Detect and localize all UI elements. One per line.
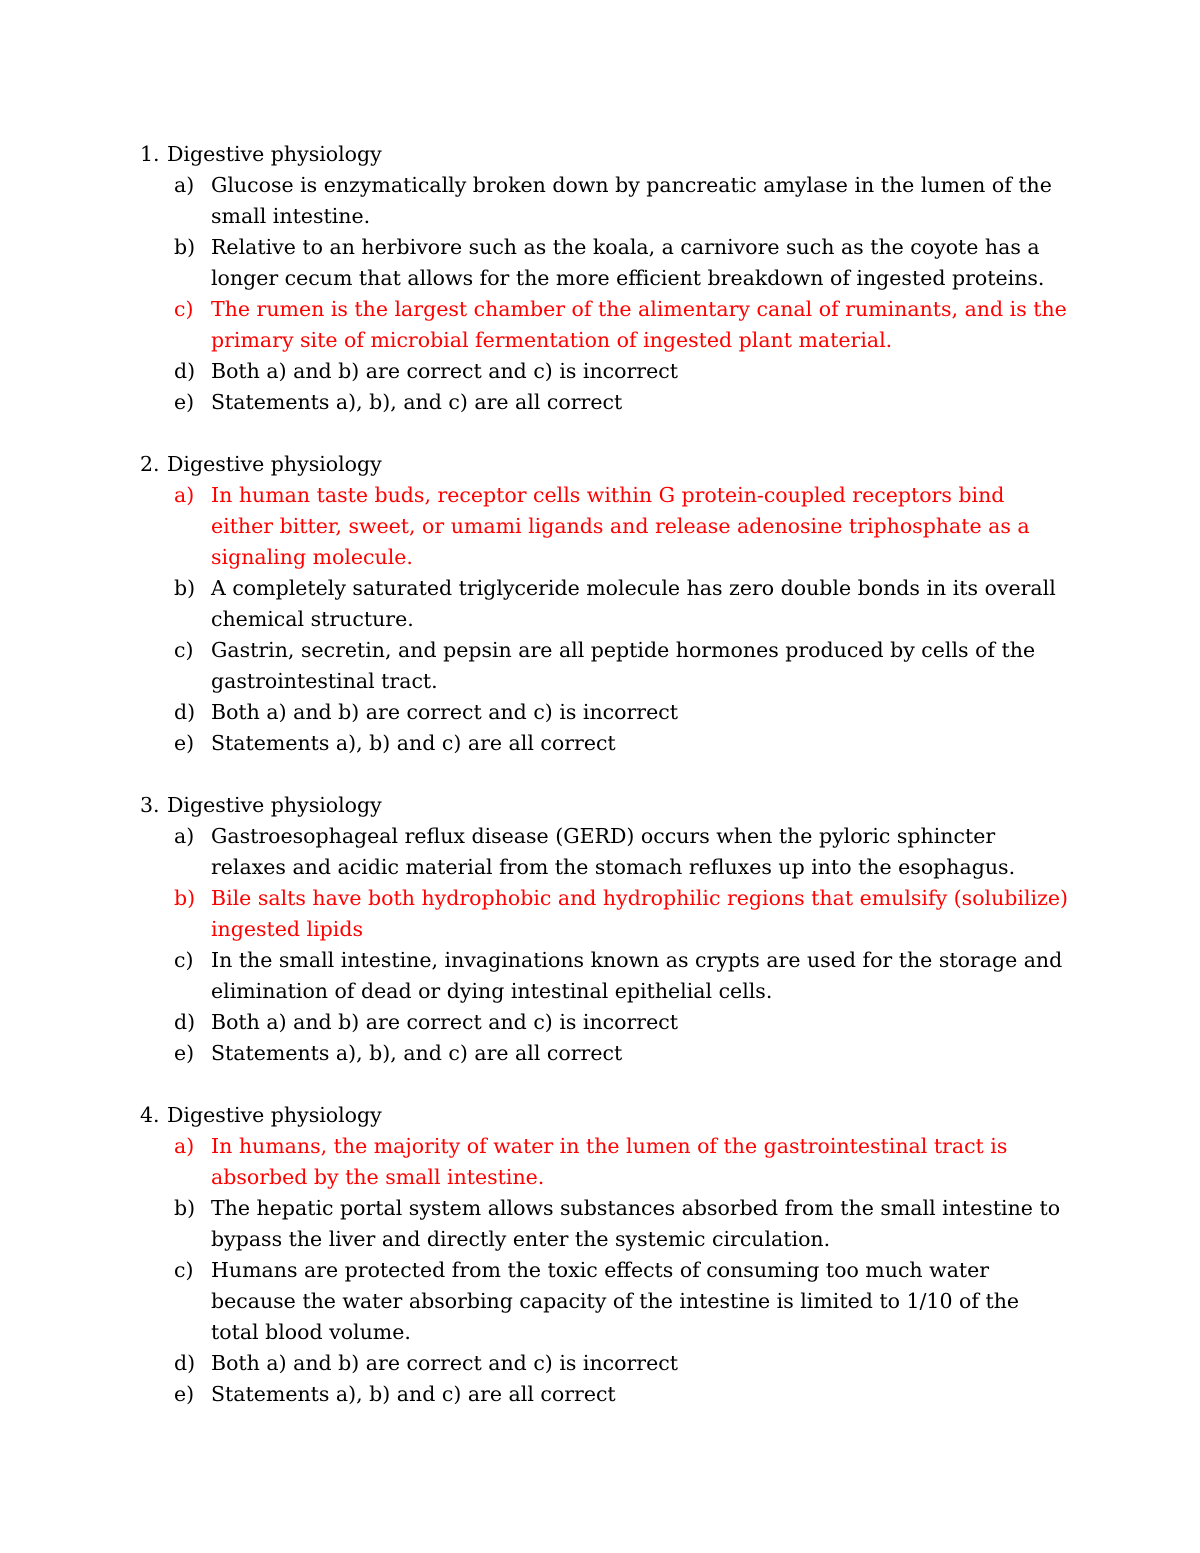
option-text: Gastrin, secretin, and pepsin are all peptide hormones produced by cells of the gastrointestinal tract. (211, 638, 1036, 693)
question-title (0, 1100, 1200, 1131)
option-e (0, 728, 1071, 759)
question-1 (0, 139, 1200, 418)
option-text: Relative to an herbivore such as the koala, a carnivore such as the coyote has a longer cecum that allows for the more efficient breakdown of ingested proteins. (211, 235, 1045, 290)
question-4 (0, 1100, 1200, 1410)
option-text: Statements a), b), and c) are all correct (211, 1041, 623, 1065)
question-heading: Digestive physiology (167, 793, 382, 817)
option-text: Humans are protected from the toxic effects of consuming too much water because the water absorbing capacity of the intestine is limited to 1/10 of the total blood volume. (211, 1258, 1020, 1344)
question-title (0, 790, 1200, 821)
option-letter: e) (174, 1041, 195, 1065)
option-letter: e) (174, 390, 195, 414)
option-text: Statements a), b) and c) are all correct (211, 1382, 616, 1406)
question-heading: Digestive physiology (167, 452, 382, 476)
question-heading: Digestive physiology (167, 1103, 382, 1127)
option-letter: b) (174, 576, 196, 600)
option-letter: e) (174, 731, 195, 755)
document-page (0, 139, 1200, 1441)
option-letter: c) (174, 1258, 194, 1282)
option-text: A completely saturated triglyceride molecule has zero double bonds in its overall chemical structure. (211, 576, 1056, 631)
option-letter: c) (174, 948, 194, 972)
option-d (0, 1348, 1071, 1379)
option-letter: c) (174, 638, 194, 662)
option-letter: d) (174, 1351, 196, 1375)
option-a (0, 821, 1071, 883)
option-text: Both a) and b) are correct and c) is incorrect (211, 700, 678, 724)
option-text: The rumen is the largest chamber of the alimentary canal of ruminants, and is the primary site of microbial fermentation of ingested plant material. (211, 297, 1067, 352)
option-b (0, 1193, 1071, 1255)
question-3 (0, 790, 1200, 1069)
option-b-correct (0, 883, 1071, 945)
option-letter: a) (174, 173, 195, 197)
question-2 (0, 449, 1200, 759)
option-text: Both a) and b) are correct and c) is incorrect (211, 1010, 678, 1034)
option-text: In humans, the majority of water in the lumen of the gastrointestinal tract is absorbed by the small intestine. (211, 1134, 1008, 1189)
option-e (0, 387, 1071, 418)
question-number: 3. (140, 793, 160, 817)
option-letter: b) (174, 886, 196, 910)
option-letter: c) (174, 297, 194, 321)
option-b (0, 232, 1071, 294)
option-a-correct (0, 1131, 1071, 1193)
option-text: Statements a), b), and c) are all correct (211, 390, 623, 414)
option-text: Glucose is enzymatically broken down by pancreatic amylase in the lumen of the small intestine. (211, 173, 1052, 228)
option-b (0, 573, 1071, 635)
option-letter: a) (174, 1134, 195, 1158)
option-d (0, 697, 1071, 728)
option-letter: a) (174, 483, 195, 507)
option-text: Both a) and b) are correct and c) is incorrect (211, 1351, 678, 1375)
option-letter: b) (174, 235, 196, 259)
option-letter: d) (174, 1010, 196, 1034)
question-heading: Digestive physiology (167, 142, 382, 166)
option-c-correct (0, 294, 1071, 356)
question-title (0, 449, 1200, 480)
option-text: Both a) and b) are correct and c) is incorrect (211, 359, 678, 383)
option-d (0, 356, 1071, 387)
option-letter: e) (174, 1382, 195, 1406)
option-text: In human taste buds, receptor cells within G protein-coupled receptors bind either bitter, sweet, or umami ligands and release adenosine triphosphate as a signaling molecule. (211, 483, 1030, 569)
option-text: Bile salts have both hydrophobic and hydrophilic regions that emulsify (solubilize) ingested lipids (211, 886, 1069, 941)
option-letter: a) (174, 824, 195, 848)
option-letter: d) (174, 359, 196, 383)
option-c (0, 1255, 1071, 1348)
option-e (0, 1038, 1071, 1069)
option-text: Gastroesophageal reflux disease (GERD) occurs when the pyloric sphincter relaxes and acidic material from the stomach refluxes up into the esophagus. (211, 824, 1016, 879)
question-number: 1. (140, 142, 160, 166)
option-text: The hepatic portal system allows substances absorbed from the small intestine to bypass the liver and directly enter the systemic circulation. (211, 1196, 1061, 1251)
question-title (0, 139, 1200, 170)
option-letter: d) (174, 700, 196, 724)
option-text: In the small intestine, invaginations known as crypts are used for the storage and elimination of dead or dying intestinal epithelial cells. (211, 948, 1063, 1003)
question-number: 2. (140, 452, 160, 476)
option-c (0, 635, 1071, 697)
option-c (0, 945, 1071, 1007)
question-number: 4. (140, 1103, 160, 1127)
option-a-correct (0, 480, 1071, 573)
option-e (0, 1379, 1071, 1410)
option-text: Statements a), b) and c) are all correct (211, 731, 616, 755)
option-d (0, 1007, 1071, 1038)
option-letter: b) (174, 1196, 196, 1220)
option-a (0, 170, 1071, 232)
